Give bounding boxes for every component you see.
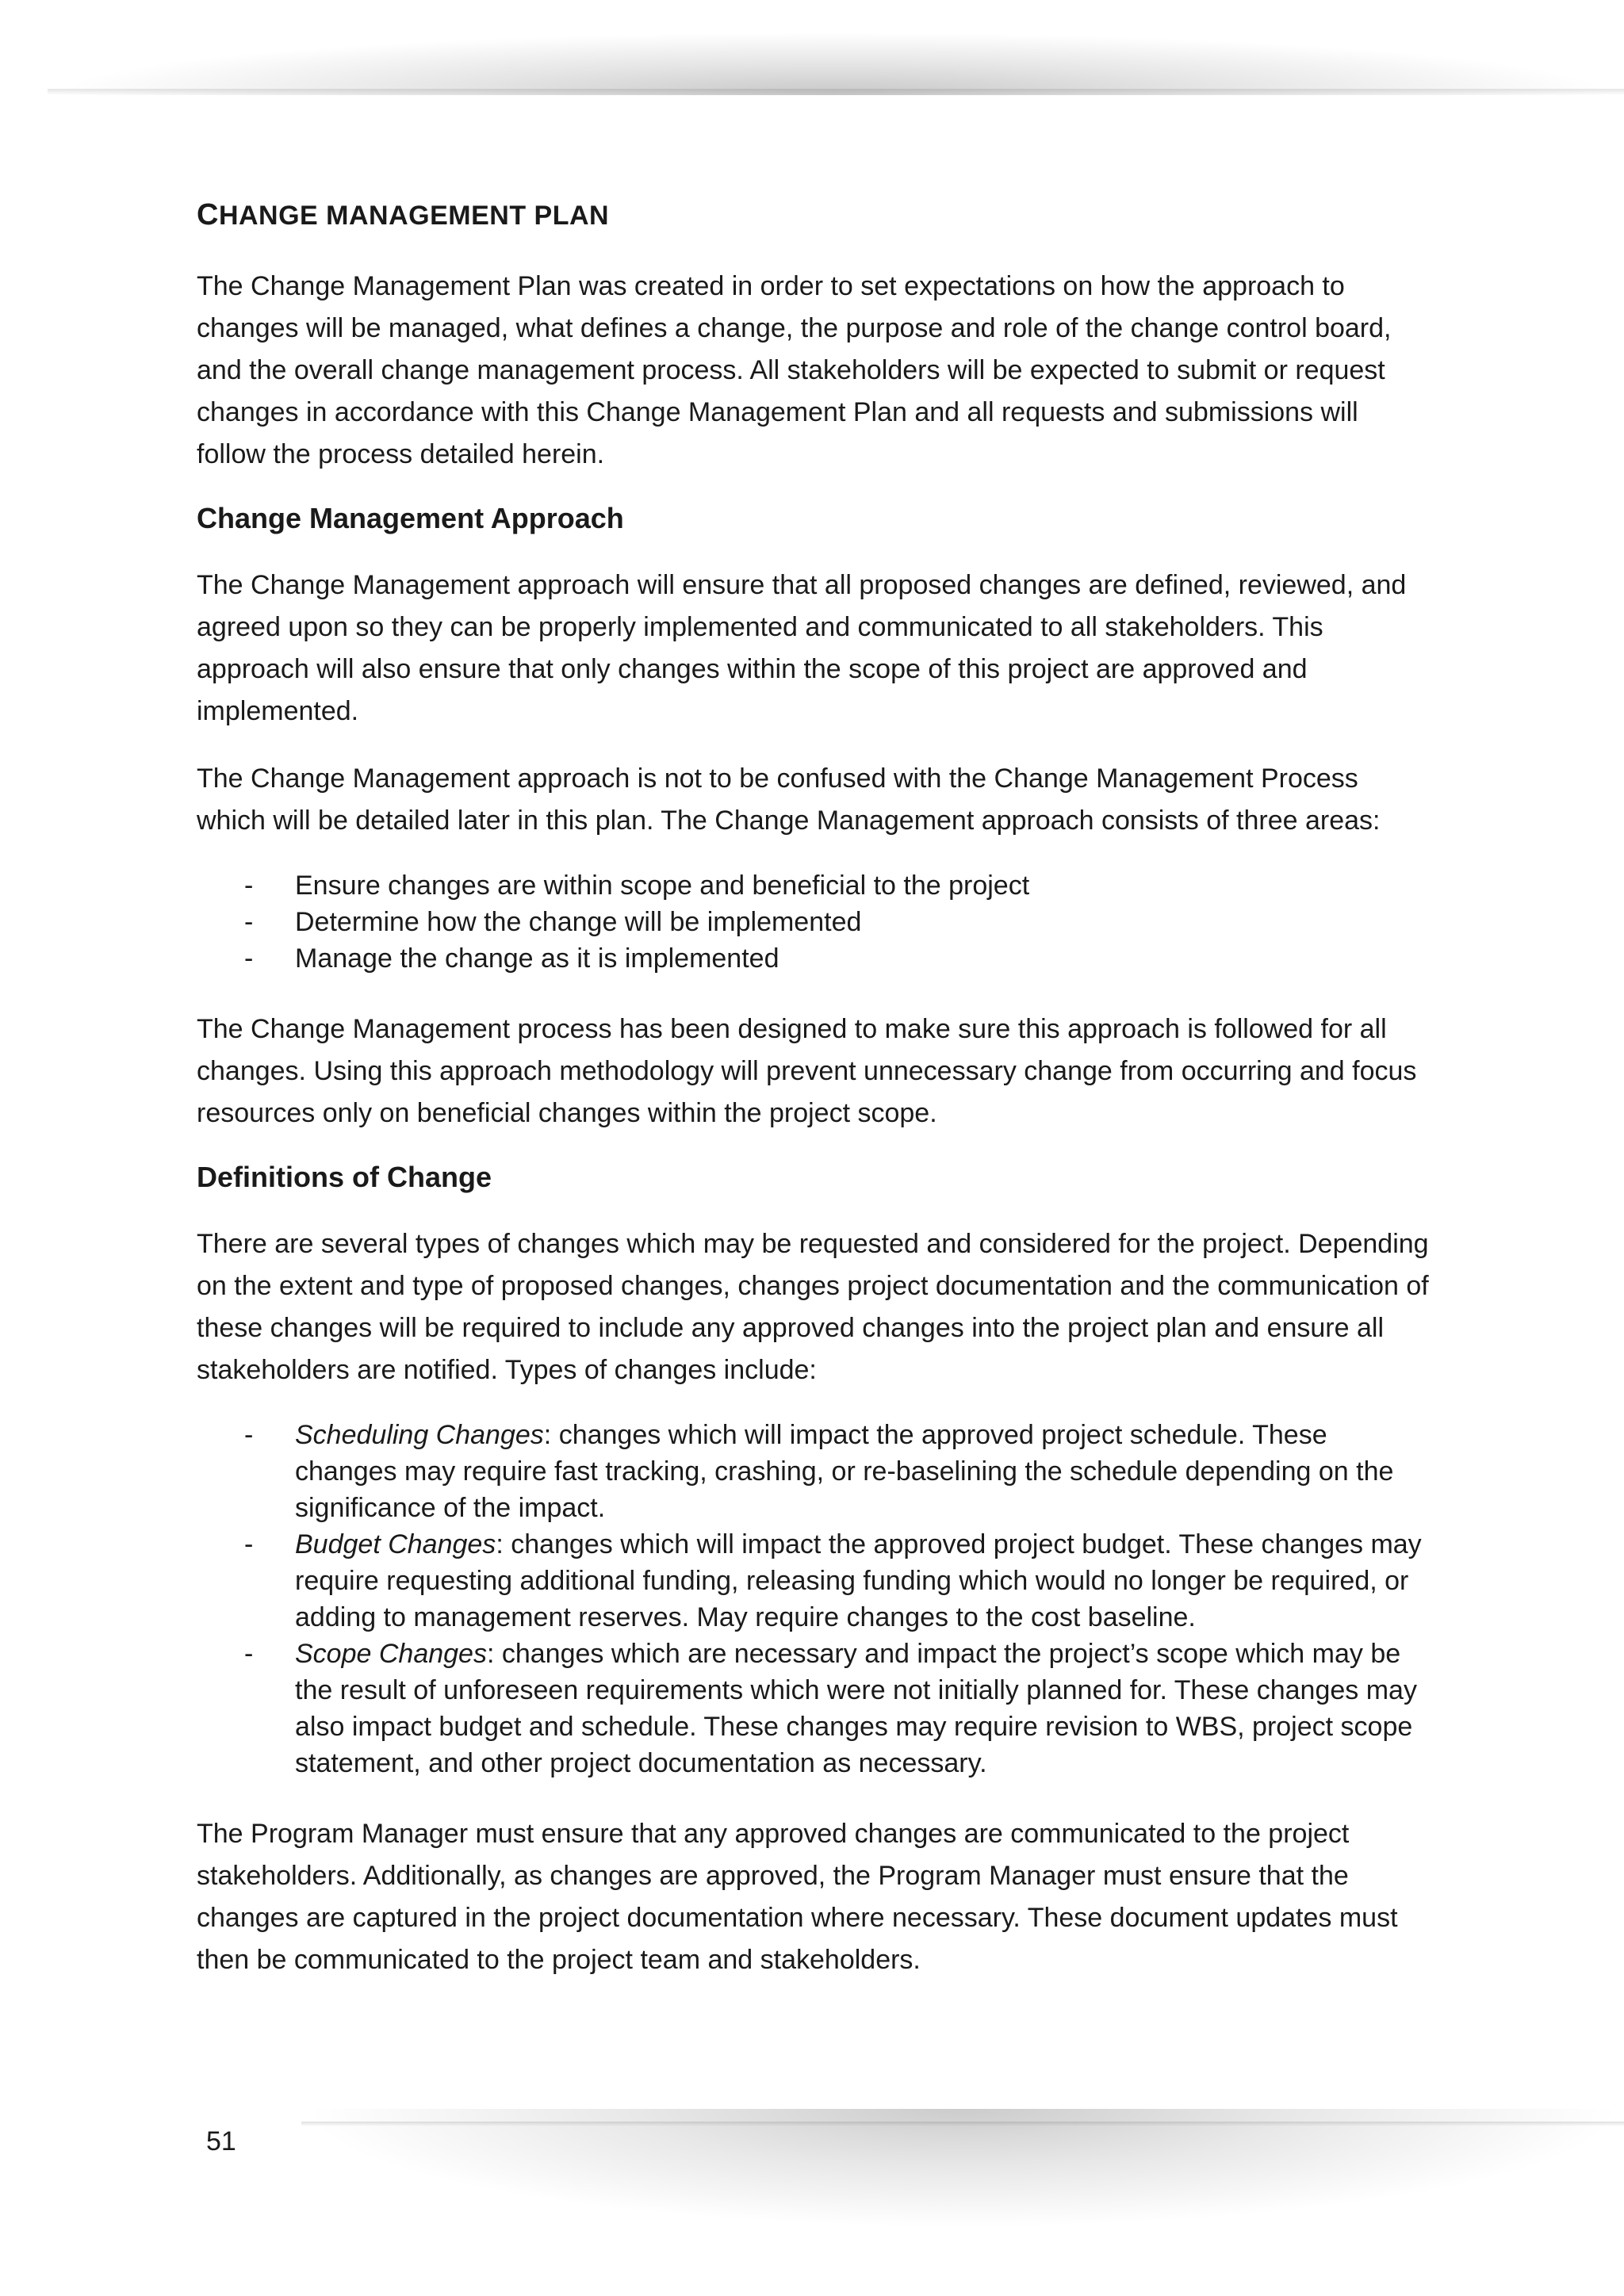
intro-paragraph: The Change Management Plan was created in order to set expectations on how the approach to changes will be managed, what defines a change, the purpose and role of the change control board, and the overall change management process. All stakeholders will be expected to submit or request changes in accordance with this Change Management Plan and all requests and submissions will follow the process detailed herein. (197, 271, 1392, 469)
approach-paragraph-3: The Change Management process has been designed to make sure this approach is followed for all changes. Using this approach methodology will prevent unnecessary change from occurring and focus resources only on beneficial changes within the project scope. (197, 1014, 1417, 1128)
list-item-text: Ensure changes are within scope and beneficial to the project (295, 871, 1030, 901)
change-type-name: Budget Changes (295, 1529, 496, 1559)
approach-paragraph-2: The Change Management approach is not to be confused with the Change Management Process which will be detailed later in this plan. The Change Management approach consists of three areas: (197, 763, 1381, 836)
list-item (197, 867, 1434, 904)
change-type-description: : changes which will impact the approved project schedule. These changes may require fast tracking, crashing, or re-baselining the schedule depending on the significance of the impact. (295, 1420, 1394, 1523)
list-item (197, 904, 1434, 940)
page-number: 51 (206, 2126, 236, 2156)
list-item-text: Manage the change as it is implemented (295, 943, 779, 974)
list-item (197, 1417, 1434, 1526)
dash-bullet: - (244, 907, 254, 937)
document-title (197, 198, 1434, 232)
change-types-list (197, 1417, 1434, 1781)
change-type-description: : changes which will impact the approved project budget. These changes may require requesting additional funding, releasing funding which would no longer be required, or adding to management reserves. May require changes to the cost baseline. (295, 1529, 1422, 1632)
approach-heading: Change Management Approach (197, 502, 624, 534)
page-shadow-bottom (301, 2109, 1624, 2228)
list-item-text: Determine how the change will be implemented (295, 907, 862, 937)
definitions-paragraph-2: The Program Manager must ensure that any approved changes are communicated to the project stakeholders. Additionally, as changes are approved, the Program Manager must ensure that the changes are captured in the project documentation where necessary. These document updates must then be communicated to the project team and stakeholders. (197, 1819, 1398, 1975)
dash-bullet: - (244, 943, 254, 974)
dash-bullet: - (244, 871, 254, 901)
list-item (197, 1526, 1434, 1636)
definitions-paragraph-1: There are several types of changes which may be requested and considered for the project. Depending on the extent and type of proposed changes, changes project documentation and the communication of these changes will be required to include any approved changes into the project plan and ensure all stakeholders are notified. Types of changes include: (197, 1229, 1429, 1385)
definitions-heading: Definitions of Change (197, 1161, 492, 1193)
change-type-name: Scheduling Changes (295, 1420, 544, 1450)
list-item (197, 940, 1434, 977)
approach-areas-list (197, 867, 1434, 977)
list-item (197, 1636, 1434, 1781)
page-top-edge (48, 89, 1624, 95)
page-shadow-top (48, 32, 1618, 95)
dash-bullet: - (244, 1639, 254, 1669)
dash-bullet: - (244, 1529, 254, 1559)
page-bottom-edge (301, 2122, 1624, 2126)
approach-paragraph-1: The Change Management approach will ensure that all proposed changes are defined, reviewed, and agreed upon so they can be properly implemented and communicated to all stakeholders. This approach will also ensure that only changes within the scope of this project are approved and implemented. (197, 570, 1407, 726)
title-first-letter: C (197, 198, 219, 232)
page-content (197, 198, 1434, 2007)
dash-bullet: - (244, 1420, 254, 1450)
title-rest: HANGE MANAGEMENT PLAN (218, 201, 610, 231)
change-type-name: Scope Changes (295, 1639, 487, 1669)
change-type-description: : changes which are necessary and impact the project’s scope which may be the result of unforeseen requirements which were not initially planned for. These changes may also impact budget and schedule. These changes may require revision to WBS, project scope statement, and other project documentation as necessary. (295, 1639, 1417, 1778)
